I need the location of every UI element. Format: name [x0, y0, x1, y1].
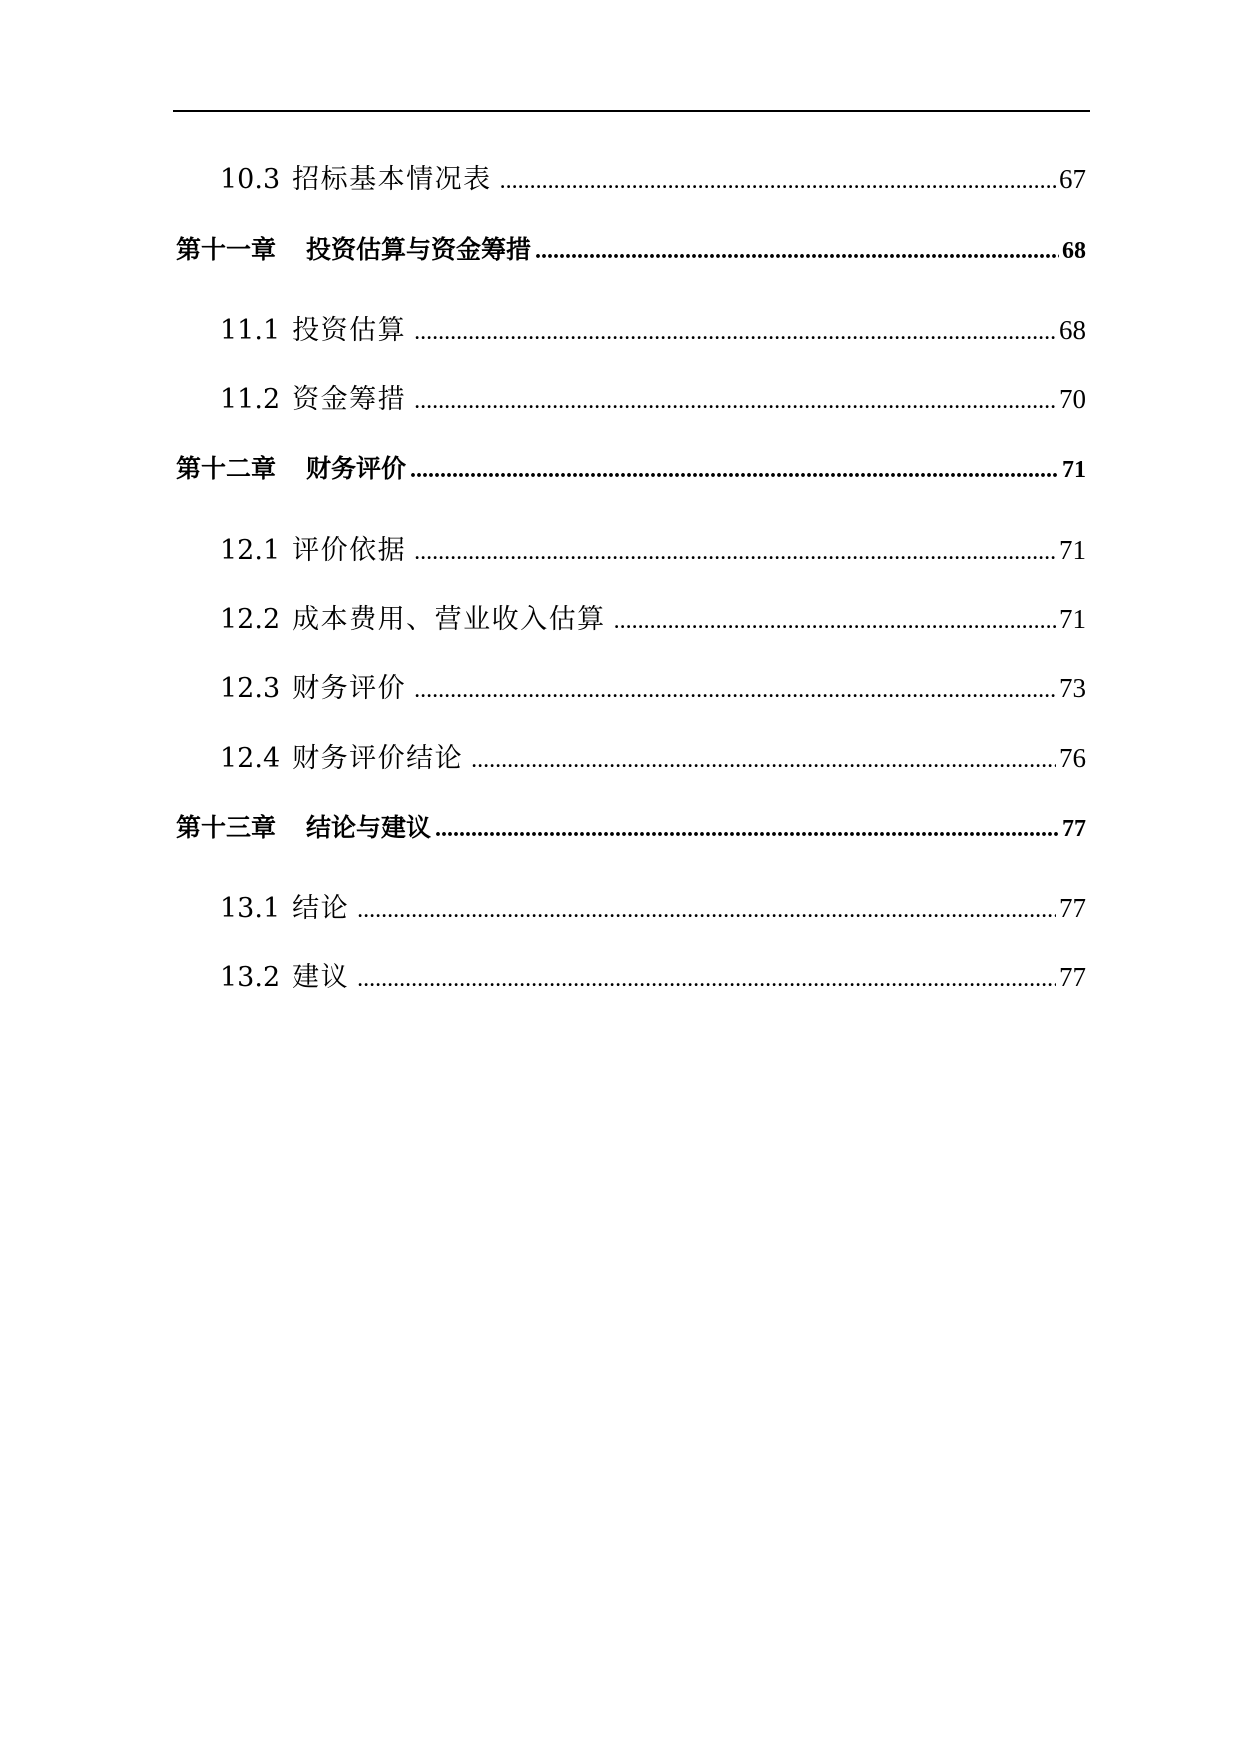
- toc-section-title: 建议: [292, 962, 350, 993]
- toc-entry-section-11-2[interactable]: [220, 386, 1086, 413]
- toc-section-title: 招标基本情况表: [292, 164, 492, 195]
- toc-page-number: 71: [1059, 535, 1086, 565]
- toc-section-number: 12.1: [220, 535, 281, 566]
- toc-dot-leader: [471, 748, 1056, 772]
- toc-page-number: 67: [1059, 164, 1086, 194]
- toc-page-number: 77: [1059, 962, 1086, 992]
- toc-chapter-number: 第十二章: [176, 454, 277, 483]
- toc-dot-leader: [414, 678, 1056, 702]
- toc-entry-section-13-1[interactable]: [220, 895, 1086, 922]
- toc-page-number: 71: [1059, 604, 1086, 634]
- toc-chapter-title: 结论与建议: [306, 813, 432, 842]
- toc-section-title: 投资估算: [292, 315, 407, 346]
- toc-page-number: 68: [1062, 238, 1086, 264]
- toc-dot-leader: [357, 898, 1056, 922]
- toc-dot-leader: [500, 169, 1056, 193]
- toc-page-number: 68: [1059, 315, 1086, 345]
- toc-entry-section-12-1[interactable]: [220, 537, 1086, 564]
- toc-dot-leader: [435, 817, 1059, 841]
- toc-section-title: 评价依据: [292, 535, 407, 566]
- toc-dot-leader: [410, 458, 1059, 482]
- toc-page-number: 73: [1059, 673, 1086, 703]
- toc-section-title: 成本费用、营业收入估算: [292, 604, 606, 635]
- toc-dot-leader: [535, 239, 1059, 263]
- toc-dot-leader: [414, 389, 1056, 413]
- toc-section-number: 12.2: [220, 604, 281, 635]
- toc-section-number: 13.2: [220, 962, 281, 993]
- toc-section-number: 12.3: [220, 673, 281, 704]
- toc-entry-section-11-1[interactable]: [220, 317, 1086, 344]
- toc-entry-section-13-2[interactable]: [220, 964, 1086, 991]
- toc-page-number: 71: [1062, 457, 1086, 483]
- toc-section-number: 11.1: [220, 315, 281, 346]
- toc-entry-section-12-2[interactable]: [220, 606, 1086, 633]
- toc-dot-leader: [357, 967, 1056, 991]
- table-of-contents: [176, 0, 1086, 1754]
- toc-section-number: 11.2: [220, 384, 281, 415]
- toc-entry-chapter-11[interactable]: [176, 237, 1086, 263]
- toc-entry-section-12-3[interactable]: [220, 675, 1086, 702]
- toc-page-number: 77: [1059, 893, 1086, 923]
- toc-page-number: 70: [1059, 384, 1086, 414]
- toc-chapter-title: 投资估算与资金筹措: [306, 235, 532, 264]
- toc-dot-leader: [414, 540, 1056, 564]
- toc-page-number: 77: [1062, 816, 1086, 842]
- toc-dot-leader: [614, 609, 1056, 633]
- toc-chapter-number: 第十一章: [176, 235, 277, 264]
- toc-entry-section-10-3[interactable]: [220, 166, 1086, 193]
- toc-chapter-title: 财务评价: [306, 454, 407, 483]
- toc-section-number: 10.3: [220, 164, 281, 195]
- toc-entry-chapter-13[interactable]: [176, 815, 1086, 841]
- toc-entry-chapter-12[interactable]: [176, 456, 1086, 482]
- toc-page-number: 76: [1059, 743, 1086, 773]
- toc-entry-section-12-4[interactable]: [220, 745, 1086, 772]
- toc-dot-leader: [414, 320, 1056, 344]
- toc-section-title: 财务评价: [292, 673, 407, 704]
- toc-section-number: 13.1: [220, 893, 281, 924]
- toc-section-number: 12.4: [220, 743, 281, 774]
- toc-section-title: 财务评价结论: [292, 743, 464, 774]
- toc-section-title: 结论: [292, 893, 350, 924]
- toc-chapter-number: 第十三章: [176, 813, 277, 842]
- toc-section-title: 资金筹措: [292, 384, 407, 415]
